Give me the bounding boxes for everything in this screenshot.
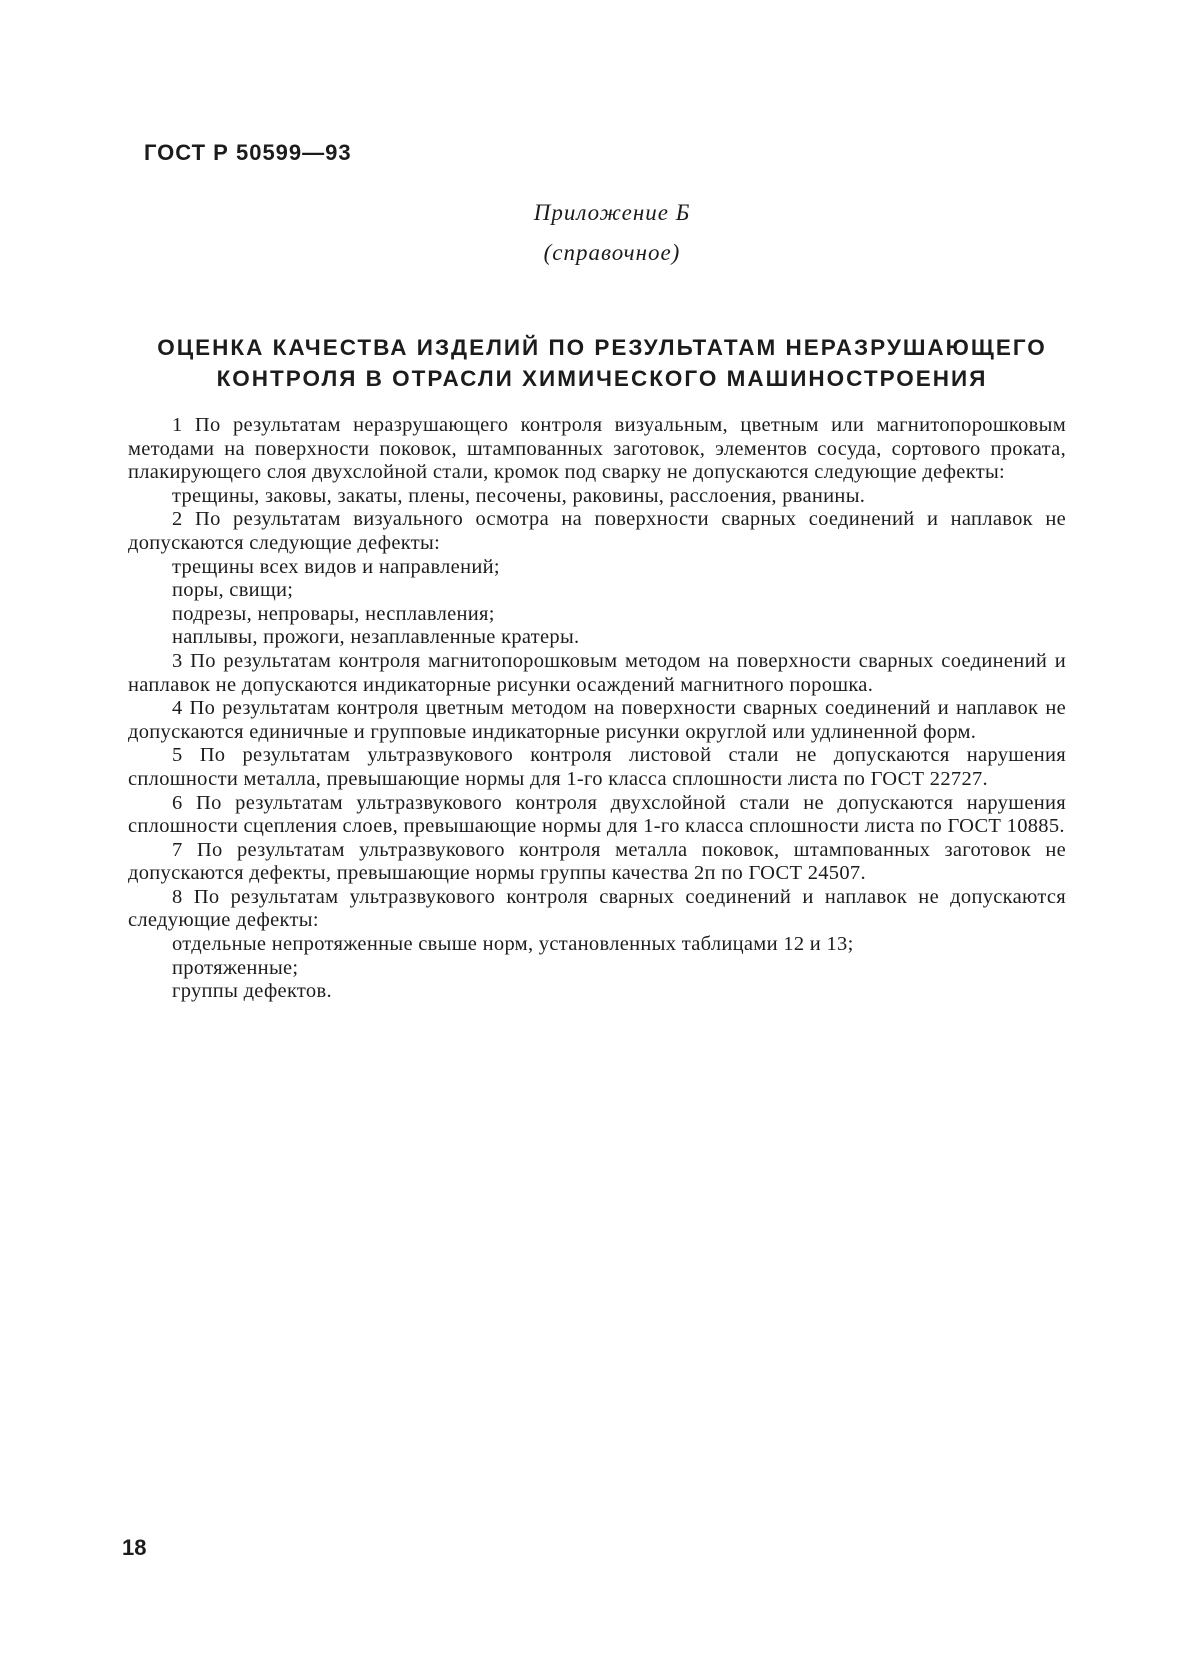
paragraph-1-item-1: трещины, заковы, закаты, плены, песочены, раковины, расслоения, рванины. [172, 484, 866, 507]
document-code: ГОСТ Р 50599—93 [144, 140, 352, 165]
paragraph-2: 2 По результатам визуального осмотра на поверхности сварных соединений и наплавок не допускаются следующие дефекты: [128, 508, 1066, 554]
document-title-line-1: ОЦЕНКА КАЧЕСТВА ИЗДЕЛИЙ ПО РЕЗУЛЬТАТАМ НЕРАЗРУШАЮЩЕГО [157, 335, 1047, 360]
paragraph-5: 5 По результатам ультразвукового контроля листовой стали не допускаются нарушения сплошности металла, превышающие нормы для 1-го класса сплошности листа по ГОСТ 22727. [128, 744, 1066, 790]
appendix-note: (справочное) [543, 240, 681, 265]
paragraph-6: 6 По результатам ультразвукового контроля двухслойной стали не допускаются нарушения сплошности сцепления слоев, превышающие нормы для 1-го класса сплошности листа по ГОСТ 10885. [128, 791, 1066, 838]
appendix-title: Приложение Б [533, 200, 691, 225]
paragraph-3: 3 По результатам контроля магнитопорошковым методом на поверхности сварных соединений и наплавок не допускаются индикаторные рисунки осаждений магнитного порошка. [128, 649, 1066, 696]
paragraph-7: 7 По результатам ультразвукового контроля металла поковок, штампованных заготовок не допускаются дефекты, превышающие нормы группы качества 2п по ГОСТ 24507. [128, 838, 1066, 885]
paragraph-2-item-1: трещины всех видов и направлений; [172, 555, 500, 578]
paragraph-8-item-2: протяженные; [172, 956, 299, 979]
paragraph-8-item-3: группы дефектов. [172, 980, 332, 1003]
document-body [128, 414, 1066, 1004]
paragraph-1: 1 По результатам неразрушающего контроля визуальным, цветным или магнитопорошковым методами на поверхности поковок, штампованных заготовок, элементов сосуда, сортового проката, плакирующего слоя двухслойной стали, кромок под сварку не допускаются следующие дефекты: [128, 414, 1066, 484]
paragraph-8: 8 По результатам ультразвукового контроля сварных соединений и наплавок не допускаются следующие дефекты: [128, 885, 1066, 932]
paragraph-2-item-3: подрезы, непровары, несплавления; [172, 602, 495, 625]
document-title-line-2: КОНТРОЛЯ В ОТРАСЛИ ХИМИЧЕСКОГО МАШИНОСТРОЕНИЯ [216, 366, 988, 391]
paragraph-2-item-2: поры, свищи; [172, 579, 294, 602]
paragraph-8-item-1: отдельные непротяженные свыше норм, установленных таблицами 12 и 13; [172, 933, 854, 956]
paragraph-4: 4 По результатам контроля цветным методом на поверхности сварных соединений и наплавок не допускаются единичные и групповые индикаторные рисунки округлой или удлиненной форм. [128, 697, 1066, 743]
document-title [130, 332, 1074, 394]
page-number: 18 [122, 1535, 147, 1560]
paragraph-2-item-4: наплывы, прожоги, незаплавленные кратеры. [172, 626, 580, 649]
